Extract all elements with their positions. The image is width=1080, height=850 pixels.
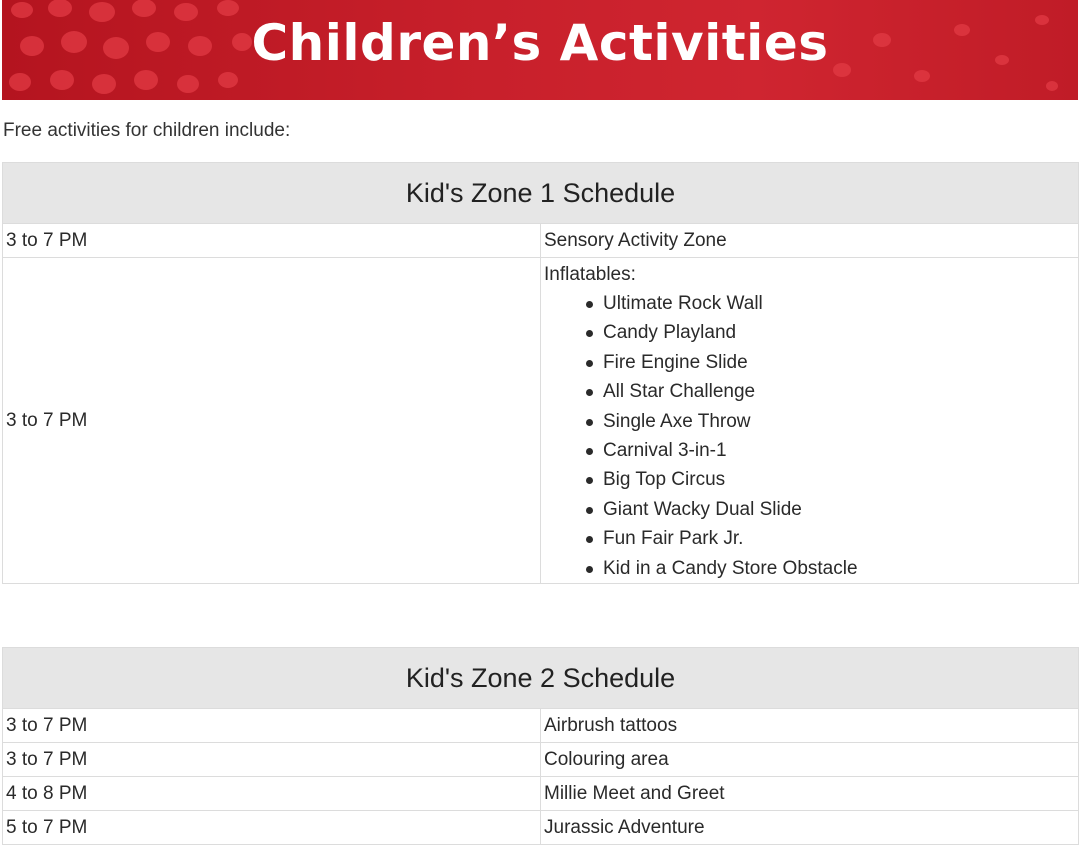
- zone-1-title: Kid's Zone 1 Schedule: [3, 163, 1079, 224]
- list-item: Fire Engine Slide: [584, 348, 1075, 377]
- zone-2-title: Kid's Zone 2 Schedule: [3, 648, 1079, 709]
- list-item: All Star Challenge: [584, 377, 1075, 406]
- inflatables-list: [544, 289, 1075, 583]
- table-row: [3, 224, 1079, 258]
- list-item: Ultimate Rock Wall: [584, 289, 1075, 318]
- table-row: [3, 811, 1079, 845]
- table-row: [3, 777, 1079, 811]
- activity-cell: Colouring area: [541, 743, 1079, 777]
- zone-1-schedule-table: [2, 162, 1079, 584]
- activity-cell: Sensory Activity Zone: [541, 224, 1079, 258]
- list-item: Kid in a Candy Store Obstacle: [584, 554, 1075, 583]
- time-cell: 4 to 8 PM: [3, 777, 541, 811]
- intro-text: Free activities for children include:: [3, 120, 291, 141]
- time-cell: 3 to 7 PM: [3, 743, 541, 777]
- table-row: [3, 258, 1079, 584]
- time-cell: 3 to 7 PM: [3, 224, 541, 258]
- list-item: Single Axe Throw: [584, 407, 1075, 436]
- time-cell: 3 to 7 PM: [3, 709, 541, 743]
- page-title: Children’s Activities: [251, 14, 829, 72]
- list-item: Candy Playland: [584, 318, 1075, 347]
- time-cell: 5 to 7 PM: [3, 811, 541, 845]
- list-item: Carnival 3-in-1: [584, 436, 1075, 465]
- list-item: Giant Wacky Dual Slide: [584, 495, 1075, 524]
- activity-cell: Airbrush tattoos: [541, 709, 1079, 743]
- table-row: [3, 709, 1079, 743]
- list-item: Big Top Circus: [584, 465, 1075, 494]
- zone-2-schedule-table: [2, 647, 1079, 845]
- time-cell: 3 to 7 PM: [3, 258, 541, 584]
- header-banner: [2, 0, 1078, 100]
- inflatables-label: Inflatables:: [544, 264, 636, 285]
- list-item: Fun Fair Park Jr.: [584, 524, 1075, 553]
- activity-cell: Jurassic Adventure: [541, 811, 1079, 845]
- activity-cell: [541, 258, 1079, 584]
- table-row: [3, 743, 1079, 777]
- activity-cell: Millie Meet and Greet: [541, 777, 1079, 811]
